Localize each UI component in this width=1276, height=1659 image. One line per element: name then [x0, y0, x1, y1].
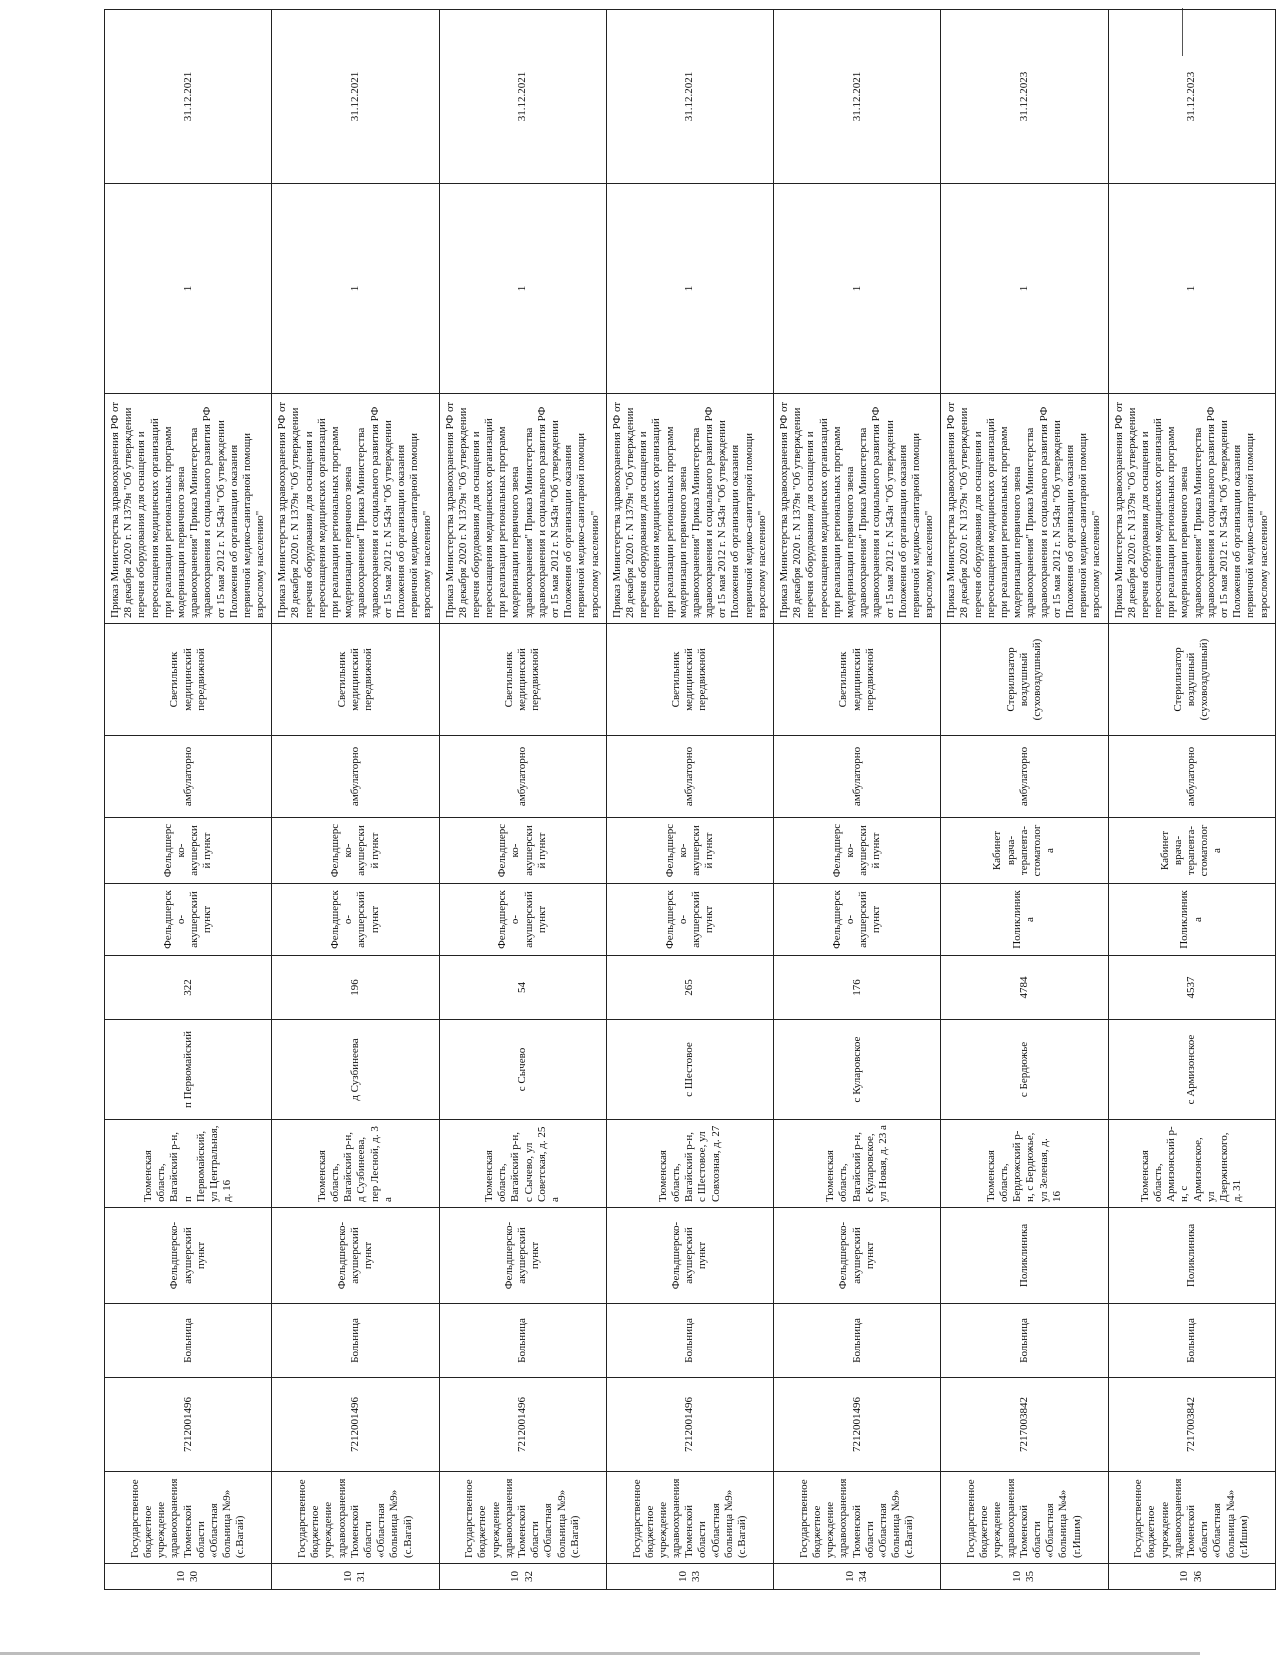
table-row [105, 10, 272, 1590]
locality-cell: с Сычево [439, 1020, 606, 1120]
equipment-name-cell: Светильник медицинский передвижной [105, 624, 272, 736]
unit-type-cell: Фельдшерско-акушерский пункт [272, 884, 439, 956]
table-row [774, 10, 941, 1590]
unit-name-cell: Фельдшерско-акушерский пункт [774, 818, 941, 884]
locality-cell: с Куларовское [774, 1020, 941, 1120]
inn-code-cell: 7212001496 [105, 1378, 272, 1472]
row-number-cell: 1032 [439, 1564, 606, 1590]
unit-type-cell: Фельдшерско-акушерский пункт [606, 884, 773, 956]
population-cell: 4784 [941, 956, 1108, 1020]
institution-type-cell: Больница [439, 1304, 606, 1378]
legal-basis-cell: Приказ Министерства здравоохранения РФ от 28 декабря 2020 г. N 1379н "Об утверждении перечня оборудования для оснащения и переоснащения медицинских организаций при реализации региональных программ модернизации первичного звена здравоохранения" Приказ Министерства здравоохранения и социального развития РФ от 15 мая 2012 г. N 543н "Об утверждении Положения об организации оказания первичной медико-санитарной помощи взрослому населению" [272, 394, 439, 624]
unit-name-cell: Фельдшерско-акушерский пункт [439, 818, 606, 884]
subdivision-name-cell: Фельдшерско-акушерский пункт [439, 1208, 606, 1304]
due-date-cell: 31.12.2023 [1108, 10, 1275, 184]
address-cell: Тюменская область, Вагайский р-н, д Сузбинеева, пер Лесной, д. 3 а [272, 1120, 439, 1208]
quantity-cell: 1 [774, 184, 941, 394]
due-date-cell: 31.12.2023 [941, 10, 1108, 184]
table-row [941, 10, 1108, 1590]
locality-cell: д Сузбинеева [272, 1020, 439, 1120]
row-number-cell: 1035 [941, 1564, 1108, 1590]
rotated-table-container [104, 71, 1270, 1590]
unit-type-cell: Поликлиника [1108, 884, 1275, 956]
table-row [606, 10, 773, 1590]
unit-name-cell: Фельдшерско-акушерский пункт [272, 818, 439, 884]
due-date-cell: 31.12.2021 [105, 10, 272, 184]
organization-name-cell: Государственное бюджетное учреждение здравоохранения Тюменской области «Областная больница №9» (с.Вагай) [105, 1472, 272, 1564]
equipment-table [104, 9, 1276, 1590]
population-cell: 265 [606, 956, 773, 1020]
unit-name-cell: Кабинет врача-терапевта-стоматолога [941, 818, 1108, 884]
quantity-cell: 1 [941, 184, 1108, 394]
legal-basis-cell: Приказ Министерства здравоохранения РФ от 28 декабря 2020 г. N 1379н "Об утверждении перечня оборудования для оснащения и переоснащения медицинских организаций при реализации региональных программ модернизации первичного звена здравоохранения" Приказ Министерства здравоохранения и социального развития РФ от 15 мая 2012 г. N 543н "Об утверждении Положения об организации оказания первичной медико-санитарной помощи взрослому населению" [606, 394, 773, 624]
organization-name-cell: Государственное бюджетное учреждение здравоохранения Тюменской области «Областная больница №9» (с.Вагай) [606, 1472, 773, 1564]
subdivision-name-cell: Фельдшерско-акушерский пункт [105, 1208, 272, 1304]
equipment-name-cell: Светильник медицинский передвижной [272, 624, 439, 736]
inn-code-cell: 7212001496 [272, 1378, 439, 1472]
row-number-cell: 1031 [272, 1564, 439, 1590]
equipment-name-cell: Стерилизатор воздушный (суховоздушный) [1108, 624, 1275, 736]
institution-type-cell: Больница [1108, 1304, 1275, 1378]
institution-type-cell: Больница [941, 1304, 1108, 1378]
unit-type-cell: Фельдшерско-акушерский пункт [105, 884, 272, 956]
due-date-cell: 31.12.2021 [439, 10, 606, 184]
population-cell: 322 [105, 956, 272, 1020]
due-date-cell: 31.12.2021 [774, 10, 941, 184]
locality-cell: с Шестовое [606, 1020, 773, 1120]
subdivision-name-cell: Фельдшерско-акушерский пункт [272, 1208, 439, 1304]
legal-basis-cell: Приказ Министерства здравоохранения РФ от 28 декабря 2020 г. N 1379н "Об утверждении перечня оборудования для оснащения и переоснащения медицинских организаций при реализации региональных программ модернизации первичного звена здравоохранения" Приказ Министерства здравоохранения и социального развития РФ от 15 мая 2012 г. N 543н "Об утверждении Положения об организации оказания первичной медико-санитарной помощи взрослому населению" [941, 394, 1108, 624]
organization-name-cell: Государственное бюджетное учреждение здравоохранения Тюменской области «Областная больница №9» (с.Вагай) [439, 1472, 606, 1564]
population-cell: 4537 [1108, 956, 1275, 1020]
quantity-cell: 1 [439, 184, 606, 394]
equipment-name-cell: Стерилизатор воздушный (суховоздушный) [941, 624, 1108, 736]
equipment-name-cell: Светильник медицинский передвижной [606, 624, 773, 736]
population-cell: 54 [439, 956, 606, 1020]
address-cell: Тюменская область, Вагайский р-н, с Куларовское, ул Новая, д. 23 а [774, 1120, 941, 1208]
equipment-name-cell: Светильник медицинский передвижной [439, 624, 606, 736]
unit-name-cell: Фельдшерско-акушерский пункт [606, 818, 773, 884]
due-date-cell: 31.12.2021 [606, 10, 773, 184]
unit-type-cell: Фельдшерско-акушерский пункт [774, 884, 941, 956]
inn-code-cell: 7212001496 [439, 1378, 606, 1472]
quantity-cell: 1 [272, 184, 439, 394]
unit-name-cell: Кабинет врача-терапевта-стоматолога [1108, 818, 1275, 884]
row-number-cell: 1034 [774, 1564, 941, 1590]
address-cell: Тюменская область, Бердюжский р-н, с Бердюжье, ул Зеленая, д. 16 [941, 1120, 1108, 1208]
table-row [1108, 10, 1275, 1590]
unit-type-cell: Поликлиника [941, 884, 1108, 956]
locality-cell: п Первомайский [105, 1020, 272, 1120]
inn-code-cell: 7217003842 [1108, 1378, 1275, 1472]
care-condition-cell: амбулаторно [439, 736, 606, 818]
table-body [105, 10, 1276, 1590]
quantity-cell: 1 [105, 184, 272, 394]
inn-code-cell: 7212001496 [606, 1378, 773, 1472]
table-row [439, 10, 606, 1590]
population-cell: 176 [774, 956, 941, 1020]
population-cell: 196 [272, 956, 439, 1020]
unit-type-cell: Фельдшерско-акушерский пункт [439, 884, 606, 956]
organization-name-cell: Государственное бюджетное учреждение здравоохранения Тюменской области «Областная больница №4» (г.Ишим) [1108, 1472, 1275, 1564]
unit-name-cell: Фельдшерско-акушерский пункт [105, 818, 272, 884]
organization-name-cell: Государственное бюджетное учреждение здравоохранения Тюменской области «Областная больница №4» (г.Ишим) [941, 1472, 1108, 1564]
locality-cell: с Бердюжье [941, 1020, 1108, 1120]
address-cell: Тюменская область, Вагайский р-н, п Первомайский, ул Центральная, д. 16 [105, 1120, 272, 1208]
subdivision-name-cell: Поликлиника [941, 1208, 1108, 1304]
subdivision-name-cell: Фельдшерско-акушерский пункт [606, 1208, 773, 1304]
quantity-cell: 1 [606, 184, 773, 394]
inn-code-cell: 7212001496 [774, 1378, 941, 1472]
due-date-cell: 31.12.2021 [272, 10, 439, 184]
row-number-cell: 1030 [105, 1564, 272, 1590]
institution-type-cell: Больница [272, 1304, 439, 1378]
table-row [272, 10, 439, 1590]
subdivision-name-cell: Фельдшерско-акушерский пункт [774, 1208, 941, 1304]
row-number-cell: 1036 [1108, 1564, 1275, 1590]
legal-basis-cell: Приказ Министерства здравоохранения РФ от 28 декабря 2020 г. N 1379н "Об утверждении перечня оборудования для оснащения и переоснащения медицинских организаций при реализации региональных программ модернизации первичного звена здравоохранения" Приказ Министерства здравоохранения и социального развития РФ от 15 мая 2012 г. N 543н "Об утверждении Положения об организации оказания первичной медико-санитарной помощи взрослому населению" [439, 394, 606, 624]
locality-cell: с Армизонское [1108, 1020, 1275, 1120]
legal-basis-cell: Приказ Министерства здравоохранения РФ от 28 декабря 2020 г. N 1379н "Об утверждении перечня оборудования для оснащения и переоснащения медицинских организаций при реализации региональных программ модернизации первичного звена здравоохранения" Приказ Министерства здравоохранения и социального развития РФ от 15 мая 2012 г. N 543н "Об утверждении Положения об организации оказания первичной медико-санитарной помощи взрослому населению" [774, 394, 941, 624]
organization-name-cell: Государственное бюджетное учреждение здравоохранения Тюменской области «Областная больница №9» (с.Вагай) [774, 1472, 941, 1564]
address-cell: Тюменская область, Армизонский р-н, с Армизонское, ул Дзержинского, д. 31 [1108, 1120, 1275, 1208]
institution-type-cell: Больница [774, 1304, 941, 1378]
institution-type-cell: Больница [606, 1304, 773, 1378]
care-condition-cell: амбулаторно [774, 736, 941, 818]
address-cell: Тюменская область, Вагайский р-н, с Шестовое, ул Совхозная, д. 27 [606, 1120, 773, 1208]
care-condition-cell: амбулаторно [105, 736, 272, 818]
equipment-name-cell: Светильник медицинский передвижной [774, 624, 941, 736]
care-condition-cell: амбулаторно [1108, 736, 1275, 818]
organization-name-cell: Государственное бюджетное учреждение здравоохранения Тюменской области «Областная больница №9» (с.Вагай) [272, 1472, 439, 1564]
scan-bottom-edge [0, 1652, 1200, 1655]
address-cell: Тюменская область, Вагайский р-н, с Сычево, ул Советская, д. 25 а [439, 1120, 606, 1208]
care-condition-cell: амбулаторно [941, 736, 1108, 818]
care-condition-cell: амбулаторно [272, 736, 439, 818]
care-condition-cell: амбулаторно [606, 736, 773, 818]
row-number-cell: 1033 [606, 1564, 773, 1590]
legal-basis-cell: Приказ Министерства здравоохранения РФ от 28 декабря 2020 г. N 1379н "Об утверждении перечня оборудования для оснащения и переоснащения медицинских организаций при реализации региональных программ модернизации первичного звена здравоохранения" Приказ Министерства здравоохранения и социального развития РФ от 15 мая 2012 г. N 543н "Об утверждении Положения об организации оказания первичной медико-санитарной помощи взрослому населению" [105, 394, 272, 624]
subdivision-name-cell: Поликлиника [1108, 1208, 1275, 1304]
legal-basis-cell: Приказ Министерства здравоохранения РФ от 28 декабря 2020 г. N 1379н "Об утверждении перечня оборудования для оснащения и переоснащения медицинских организаций при реализации региональных программ модернизации первичного звена здравоохранения" Приказ Министерства здравоохранения и социального развития РФ от 15 мая 2012 г. N 543н "Об утверждении Положения об организации оказания первичной медико-санитарной помощи взрослому населению" [1108, 394, 1275, 624]
institution-type-cell: Больница [105, 1304, 272, 1378]
inn-code-cell: 7217003842 [941, 1378, 1108, 1472]
quantity-cell: 1 [1108, 184, 1275, 394]
